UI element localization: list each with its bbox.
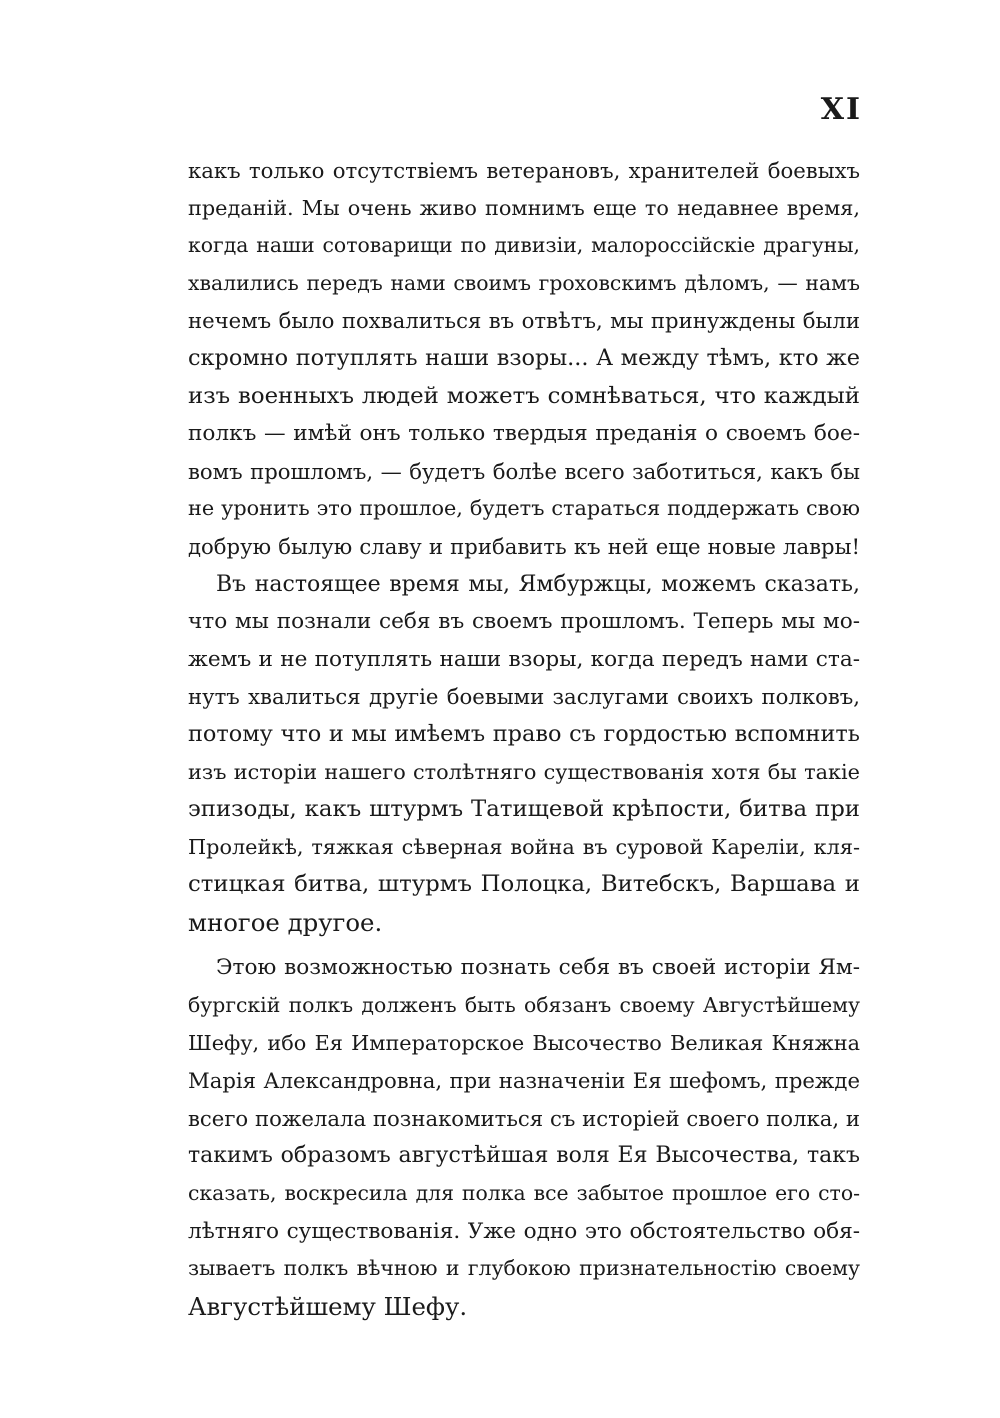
text-line: Августѣйшему Шефу. — [188, 1291, 468, 1321]
text-line: изъ военныхъ людей можетъ сомнѣваться, что каждый — [188, 382, 860, 409]
text-line: нечемъ было похвалиться въ отвѣтъ, мы принуждены были — [188, 308, 860, 334]
text-line: эпизоды, какъ штурмъ Татищевой крѣпости, битва при — [188, 796, 860, 823]
text-line: такимъ образомъ августѣйшая воля Ея Высочества, такъ — [188, 1143, 860, 1169]
paragraph-2 — [188, 566, 860, 942]
text-line: добрую былую славу и прибавить къ ней еще новые лавры! — [188, 533, 860, 559]
text-line: когда наши сотоварищи по дивизіи, малороссійскіе драгуны, — [188, 233, 860, 258]
text-line: жемъ и не потуплять наши взоры, когда передъ нами ста- — [188, 646, 860, 672]
paragraph-1 — [188, 152, 860, 566]
text-line: изъ исторіи нашего столѣтняго существованія хотя бы такіе — [188, 759, 860, 784]
text-line: стицкая битва, штурмъ Полоцка, Витебскъ, Варшава и — [188, 871, 860, 898]
body-text — [188, 152, 860, 1325]
text-line: потому что и мы имѣемъ право съ гордостью вспомнить — [188, 720, 860, 747]
text-line: зываетъ полкъ вѣчною и глубокою признательностію своему — [188, 1256, 860, 1281]
page-number: XI — [820, 92, 862, 127]
paragraph-3 — [188, 949, 860, 1325]
text-line: бургскій полкъ долженъ быть обязанъ своему Августѣйшему — [188, 993, 860, 1018]
text-line: Въ настоящее время мы, Ямбуржцы, можемъ сказать, — [216, 571, 860, 597]
text-line: сказать, воскресила для полка все забытое прошлое его сто- — [188, 1181, 860, 1206]
text-line: скромно потуплять наши взоры... А между тѣмъ, кто же — [188, 344, 860, 371]
text-line: Пролейкѣ, тяжкая сѣверная война въ суровой Кареліи, кля- — [188, 834, 860, 859]
text-line: нутъ хвалиться другіе боевыми заслугами своихъ полковъ, — [188, 684, 860, 710]
text-line: какъ только отсутствіемъ ветерановъ, хранителей боевыхъ — [188, 158, 860, 183]
text-line: многое другое. — [188, 907, 383, 937]
text-line: хвалились передъ нами своимъ гроховскимъ дѣломъ, — намъ — [188, 270, 860, 295]
text-line: Этою возможностью познать себя въ своей исторіи Ям- — [216, 955, 860, 981]
text-line: всего пожелала познакомиться съ исторіей своего полка, и — [188, 1105, 860, 1131]
text-line: не уронить это прошлое, будетъ стараться поддержать свою — [188, 496, 860, 521]
text-line: преданій. Мы очень живо помнимъ еще то недавнее время, — [188, 195, 860, 220]
text-line: вомъ прошломъ, — будетъ болѣе всего заботиться, какъ бы — [188, 458, 860, 484]
text-line: что мы познали себя въ своемъ прошломъ. Теперь мы мо- — [188, 609, 860, 635]
text-line: Шефу, ибо Ея Императорское Высочество Великая Княжна — [188, 1030, 860, 1055]
text-line: Марія Александровна, при назначеніи Ея шефомъ, прежде — [188, 1068, 860, 1094]
text-line: лѣтняго существованія. Уже одно это обстоятельство обя- — [188, 1218, 860, 1244]
text-line: полкъ — имѣй онъ только твердыя преданія о своемъ бое- — [188, 421, 860, 447]
